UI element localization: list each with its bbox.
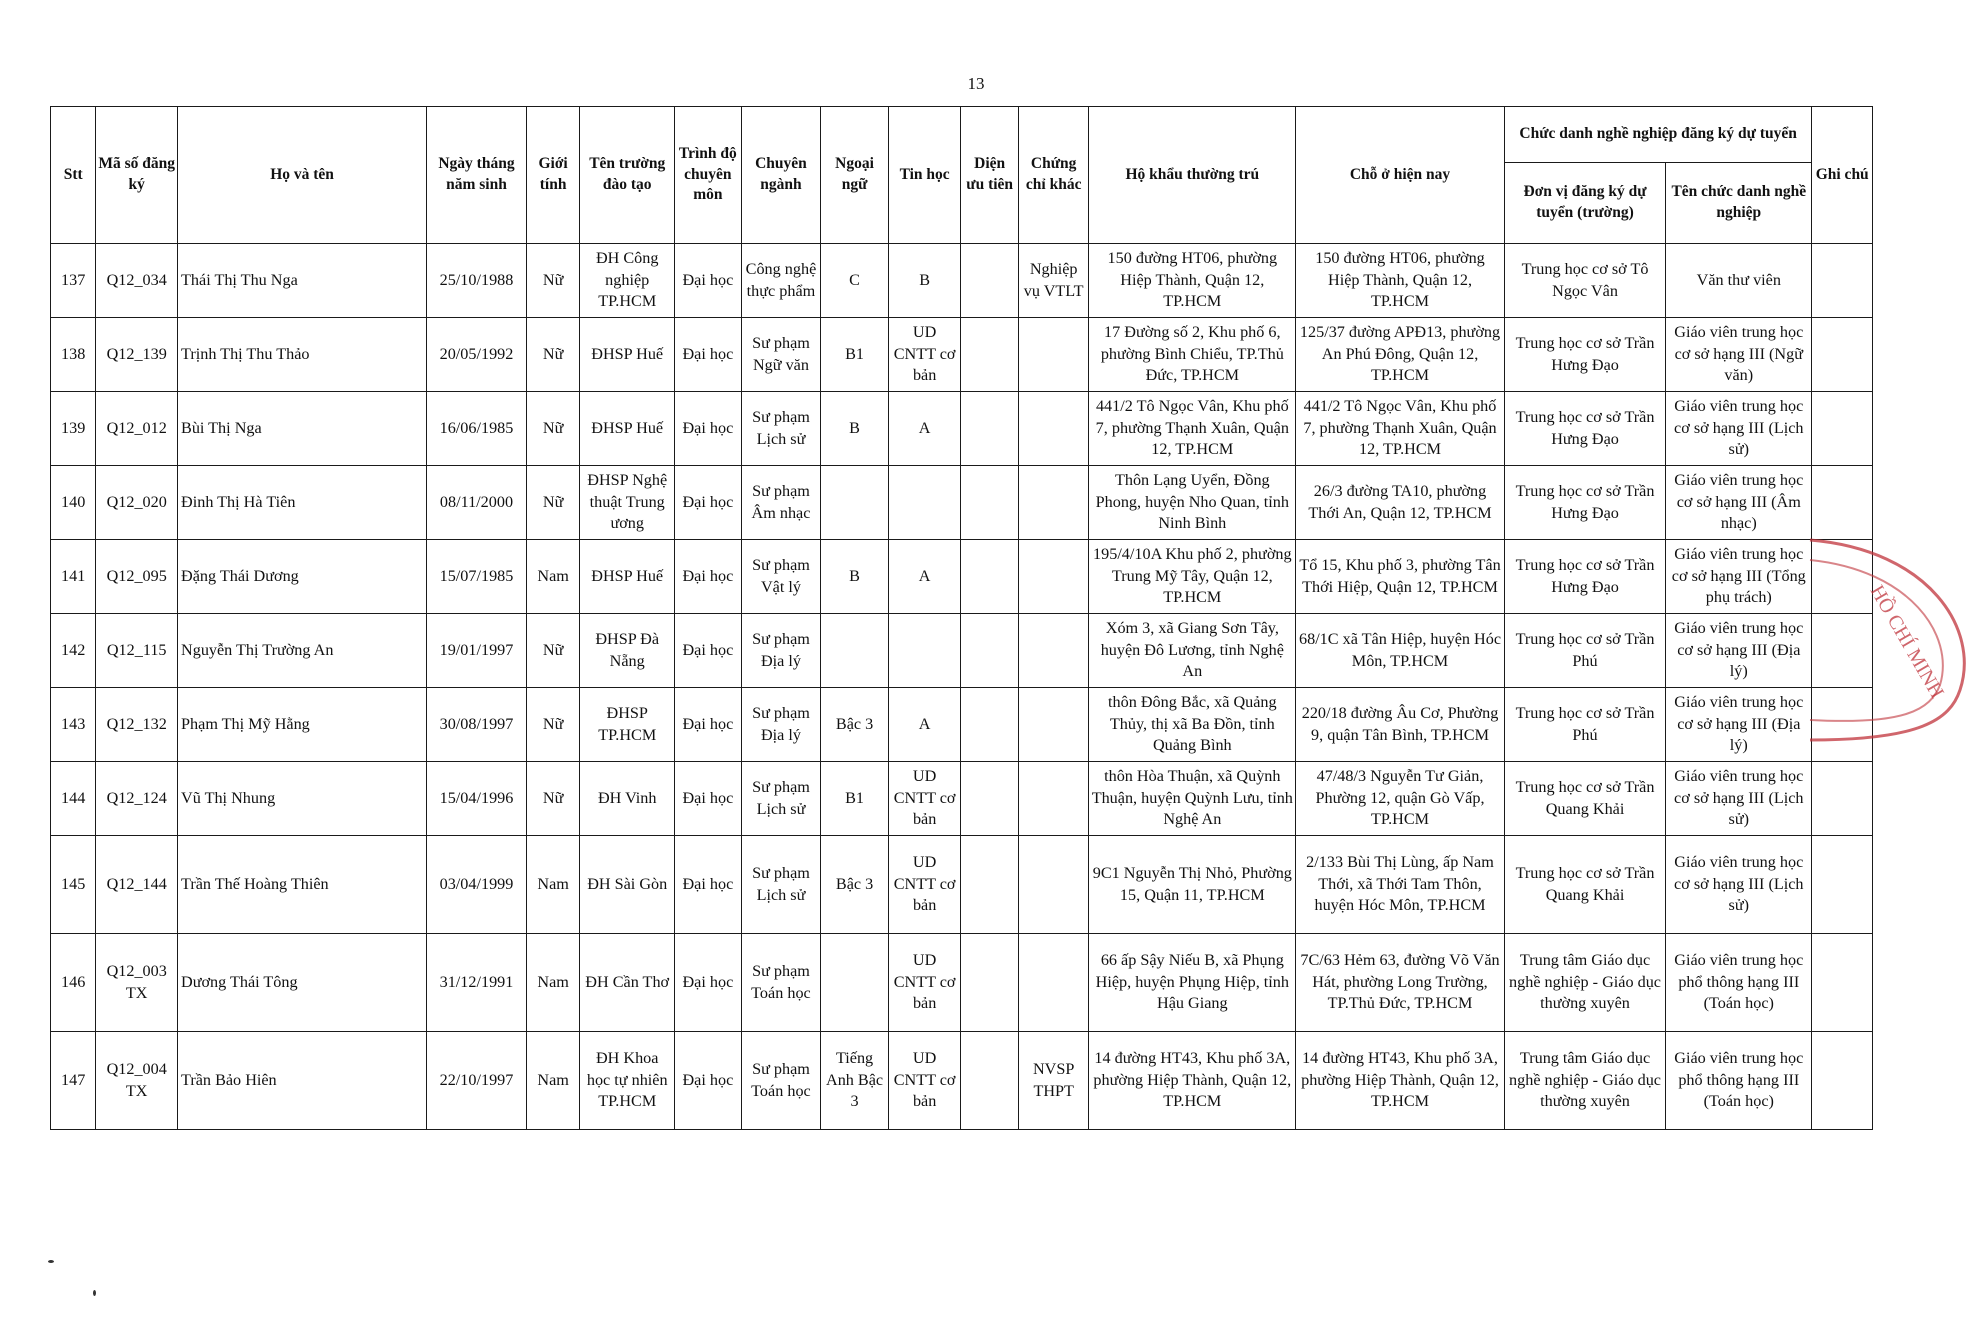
cell-chung-chi [1018, 392, 1089, 466]
cell-truong: ĐHSP Huế [580, 540, 675, 614]
cell-ngoai-ngu: B1 [821, 762, 889, 836]
cell-chung-chi: NVSP THPT [1018, 1032, 1089, 1130]
cell-ngay-sinh: 20/05/1992 [427, 318, 527, 392]
table-row [51, 466, 1873, 540]
cell-tin-hoc: A [888, 392, 961, 466]
header-dien-uu-tien: Diện ưu tiên [961, 107, 1018, 244]
cell-stt: 143 [51, 688, 96, 762]
header-gioi-tinh: Giới tính [526, 107, 579, 244]
cell-ngoai-ngu: C [821, 244, 889, 318]
cell-ma-so: Q12_034 [96, 244, 178, 318]
cell-ten-chuc-danh: Giáo viên trung học cơ sở hạng III (Lịch sử) [1666, 392, 1812, 466]
cell-ho-ten: Bùi Thị Nga [178, 392, 427, 466]
cell-ho-khau: 441/2 Tô Ngọc Vân, Khu phố 7, phường Thạnh Xuân, Quận 12, TP.HCM [1089, 392, 1296, 466]
scan-speck [93, 1290, 96, 1296]
cell-stt: 142 [51, 614, 96, 688]
cell-tin-hoc: UD CNTT cơ bản [888, 1032, 961, 1130]
cell-ten-chuc-danh: Giáo viên trung học cơ sở hạng III (Địa lý) [1666, 614, 1812, 688]
cell-tin-hoc: UD CNTT cơ bản [888, 318, 961, 392]
cell-truong: ĐHSP TP.HCM [580, 688, 675, 762]
cell-chung-chi [1018, 934, 1089, 1032]
table-row [51, 688, 1873, 762]
cell-cho-o: 2/133 Bùi Thị Lùng, ấp Nam Thới, xã Thới Tam Thôn, huyện Hóc Môn, TP.HCM [1296, 836, 1505, 934]
cell-chung-chi [1018, 762, 1089, 836]
cell-ngay-sinh: 25/10/1988 [427, 244, 527, 318]
cell-stt: 146 [51, 934, 96, 1032]
cell-ma-so: Q12_004 TX [96, 1032, 178, 1130]
cell-chuyen-nganh: Sư phạm Vật lý [741, 540, 821, 614]
cell-truong: ĐH Cần Thơ [580, 934, 675, 1032]
cell-ten-chuc-danh: Giáo viên trung học cơ sở hạng III (Ngữ văn) [1666, 318, 1812, 392]
cell-ngay-sinh: 08/11/2000 [427, 466, 527, 540]
cell-don-vi: Trung học cơ sở Trần Hưng Đạo [1504, 392, 1665, 466]
cell-dien-uu-tien [961, 836, 1018, 934]
cell-cho-o: Tổ 15, Khu phố 3, phường Tân Thới Hiệp, Quận 12, TP.HCM [1296, 540, 1505, 614]
cell-ngoai-ngu: Tiếng Anh Bậc 3 [821, 1032, 889, 1130]
cell-gioi-tinh: Nữ [526, 762, 579, 836]
header-ngay-sinh: Ngày tháng năm sinh [427, 107, 527, 244]
cell-ho-ten: Thái Thị Thu Nga [178, 244, 427, 318]
header-ma-so: Mã số đăng ký [96, 107, 178, 244]
cell-dien-uu-tien [961, 934, 1018, 1032]
cell-gioi-tinh: Nữ [526, 318, 579, 392]
cell-ghi-chu [1812, 318, 1873, 392]
cell-trinh-do: Đại học [675, 836, 742, 934]
cell-chuyen-nganh: Sư phạm Lịch sử [741, 762, 821, 836]
cell-chung-chi [1018, 466, 1089, 540]
cell-ghi-chu [1812, 466, 1873, 540]
cell-cho-o: 220/18 đường Âu Cơ, Phường 9, quận Tân Bình, TP.HCM [1296, 688, 1505, 762]
cell-ho-khau: thôn Hòa Thuận, xã Quỳnh Thuận, huyện Quỳnh Lưu, tỉnh Nghệ An [1089, 762, 1296, 836]
cell-chung-chi: Nghiệp vụ VTLT [1018, 244, 1089, 318]
header-chung-chi: Chứng chỉ khác [1018, 107, 1089, 244]
cell-dien-uu-tien [961, 1032, 1018, 1130]
cell-tin-hoc: B [888, 244, 961, 318]
cell-don-vi: Trung học cơ sở Trần Phú [1504, 614, 1665, 688]
cell-ngoai-ngu: Bậc 3 [821, 688, 889, 762]
table-row [51, 318, 1873, 392]
cell-ghi-chu [1812, 836, 1873, 934]
cell-trinh-do: Đại học [675, 614, 742, 688]
cell-stt: 141 [51, 540, 96, 614]
cell-ghi-chu [1812, 762, 1873, 836]
cell-ngoai-ngu [821, 934, 889, 1032]
cell-chuyen-nganh: Sư phạm Địa lý [741, 688, 821, 762]
table-row [51, 762, 1873, 836]
cell-chung-chi [1018, 836, 1089, 934]
cell-chuyen-nganh: Sư phạm Địa lý [741, 614, 821, 688]
cell-trinh-do: Đại học [675, 466, 742, 540]
cell-chuyen-nganh: Sư phạm Toán học [741, 934, 821, 1032]
cell-truong: ĐH Công nghiệp TP.HCM [580, 244, 675, 318]
cell-tin-hoc: A [888, 540, 961, 614]
cell-chuyen-nganh: Công nghệ thực phẩm [741, 244, 821, 318]
cell-tin-hoc: UD CNTT cơ bản [888, 762, 961, 836]
table-row [51, 836, 1873, 934]
cell-ma-so: Q12_003 TX [96, 934, 178, 1032]
cell-dien-uu-tien [961, 466, 1018, 540]
cell-stt: 140 [51, 466, 96, 540]
cell-dien-uu-tien [961, 614, 1018, 688]
cell-don-vi: Trung học cơ sở Tô Ngọc Vân [1504, 244, 1665, 318]
cell-chung-chi [1018, 688, 1089, 762]
scan-speck [48, 1260, 54, 1263]
cell-ho-ten: Trần Thế Hoàng Thiên [178, 836, 427, 934]
cell-ngoai-ngu: Bậc 3 [821, 836, 889, 934]
cell-gioi-tinh: Nữ [526, 466, 579, 540]
cell-ten-chuc-danh: Giáo viên trung học cơ sở hạng III (Lịch sử) [1666, 836, 1812, 934]
header-ho-ten: Họ và tên [178, 107, 427, 244]
cell-ghi-chu [1812, 392, 1873, 466]
cell-ho-khau: 14 đường HT43, Khu phố 3A, phường Hiệp Thành, Quận 12, TP.HCM [1089, 1032, 1296, 1130]
cell-don-vi: Trung tâm Giáo dục nghề nghiệp - Giáo dục thường xuyên [1504, 934, 1665, 1032]
cell-stt: 137 [51, 244, 96, 318]
cell-ngay-sinh: 03/04/1999 [427, 836, 527, 934]
cell-stt: 147 [51, 1032, 96, 1130]
cell-stt: 145 [51, 836, 96, 934]
registration-table [50, 106, 1873, 1130]
cell-gioi-tinh: Nữ [526, 392, 579, 466]
cell-ten-chuc-danh: Giáo viên trung học cơ sở hạng III (Lịch sử) [1666, 762, 1812, 836]
cell-chung-chi [1018, 614, 1089, 688]
cell-ten-chuc-danh: Giáo viên trung học cơ sở hạng III (Địa lý) [1666, 688, 1812, 762]
cell-cho-o: 68/1C xã Tân Hiệp, huyện Hóc Môn, TP.HCM [1296, 614, 1505, 688]
cell-ngay-sinh: 30/08/1997 [427, 688, 527, 762]
header-cho-o: Chỗ ở hiện nay [1296, 107, 1505, 244]
cell-truong: ĐHSP Huế [580, 392, 675, 466]
header-truong: Tên trường đào tạo [580, 107, 675, 244]
cell-trinh-do: Đại học [675, 1032, 742, 1130]
cell-ghi-chu [1812, 614, 1873, 688]
cell-ngay-sinh: 15/04/1996 [427, 762, 527, 836]
cell-ngoai-ngu: B [821, 392, 889, 466]
cell-ho-ten: Phạm Thị Mỹ Hằng [178, 688, 427, 762]
cell-ngoai-ngu: B [821, 540, 889, 614]
cell-ngay-sinh: 22/10/1997 [427, 1032, 527, 1130]
cell-truong: ĐHSP Nghệ thuật Trung ương [580, 466, 675, 540]
header-ho-khau: Hộ khẩu thường trú [1089, 107, 1296, 244]
cell-dien-uu-tien [961, 244, 1018, 318]
header-tin-hoc: Tin học [888, 107, 961, 244]
cell-don-vi: Trung học cơ sở Trần Hưng Đạo [1504, 466, 1665, 540]
cell-tin-hoc: A [888, 688, 961, 762]
cell-ten-chuc-danh: Giáo viên trung học cơ sở hạng III (Âm nhạc) [1666, 466, 1812, 540]
cell-ten-chuc-danh: Giáo viên trung học cơ sở hạng III (Tổng phụ trách) [1666, 540, 1812, 614]
table-row [51, 244, 1873, 318]
table-row [51, 934, 1873, 1032]
cell-ho-ten: Trịnh Thị Thu Thảo [178, 318, 427, 392]
cell-ghi-chu [1812, 244, 1873, 318]
header-don-vi: Đơn vị đăng ký dự tuyển (trường) [1504, 163, 1665, 244]
cell-cho-o: 125/37 đường APĐ13, phường An Phú Đông, Quận 12, TP.HCM [1296, 318, 1505, 392]
cell-ho-ten: Vũ Thị Nhung [178, 762, 427, 836]
cell-ngay-sinh: 16/06/1985 [427, 392, 527, 466]
cell-gioi-tinh: Nữ [526, 614, 579, 688]
cell-gioi-tinh: Nam [526, 540, 579, 614]
cell-ho-ten: Nguyễn Thị Trường An [178, 614, 427, 688]
cell-trinh-do: Đại học [675, 688, 742, 762]
cell-chuyen-nganh: Sư phạm Ngữ văn [741, 318, 821, 392]
cell-ho-khau: 150 đường HT06, phường Hiệp Thành, Quận 12, TP.HCM [1089, 244, 1296, 318]
cell-ho-ten: Đinh Thị Hà Tiên [178, 466, 427, 540]
cell-ghi-chu [1812, 1032, 1873, 1130]
header-stt: Stt [51, 107, 96, 244]
cell-gioi-tinh: Nữ [526, 244, 579, 318]
header-ghi-chu: Ghi chú [1812, 107, 1873, 244]
cell-stt: 138 [51, 318, 96, 392]
cell-trinh-do: Đại học [675, 392, 742, 466]
cell-don-vi: Trung học cơ sở Trần Phú [1504, 688, 1665, 762]
cell-stt: 144 [51, 762, 96, 836]
cell-ma-so: Q12_139 [96, 318, 178, 392]
cell-gioi-tinh: Nam [526, 836, 579, 934]
cell-ngoai-ngu [821, 614, 889, 688]
cell-trinh-do: Đại học [675, 762, 742, 836]
cell-chuyen-nganh: Sư phạm Âm nhạc [741, 466, 821, 540]
cell-ho-ten: Dương Thái Tông [178, 934, 427, 1032]
cell-stt: 139 [51, 392, 96, 466]
cell-ngay-sinh: 15/07/1985 [427, 540, 527, 614]
table-row [51, 614, 1873, 688]
cell-dien-uu-tien [961, 688, 1018, 762]
cell-ngoai-ngu: B1 [821, 318, 889, 392]
cell-cho-o: 47/48/3 Nguyễn Tư Giản, Phường 12, quận Gò Vấp, TP.HCM [1296, 762, 1505, 836]
cell-ma-so: Q12_095 [96, 540, 178, 614]
cell-ho-ten: Trần Bảo Hiên [178, 1032, 427, 1130]
cell-ngay-sinh: 31/12/1991 [427, 934, 527, 1032]
cell-dien-uu-tien [961, 318, 1018, 392]
cell-cho-o: 14 đường HT43, Khu phố 3A, phường Hiệp Thành, Quận 12, TP.HCM [1296, 1032, 1505, 1130]
cell-ghi-chu [1812, 688, 1873, 762]
cell-ho-khau: 9C1 Nguyễn Thị Nhỏ, Phường 15, Quận 11, TP.HCM [1089, 836, 1296, 934]
cell-tin-hoc: UD CNTT cơ bản [888, 836, 961, 934]
cell-chuyen-nganh: Sư phạm Lịch sử [741, 836, 821, 934]
cell-truong: ĐHSP Đà Nẵng [580, 614, 675, 688]
cell-cho-o: 441/2 Tô Ngọc Vân, Khu phố 7, phường Thạnh Xuân, Quận 12, TP.HCM [1296, 392, 1505, 466]
cell-truong: ĐH Khoa học tự nhiên TP.HCM [580, 1032, 675, 1130]
cell-ten-chuc-danh: Giáo viên trung học phổ thông hạng III (Toán học) [1666, 934, 1812, 1032]
cell-ma-so: Q12_020 [96, 466, 178, 540]
cell-gioi-tinh: Nam [526, 1032, 579, 1130]
cell-gioi-tinh: Nữ [526, 688, 579, 762]
cell-tin-hoc [888, 614, 961, 688]
cell-ho-khau: Xóm 3, xã Giang Sơn Tây, huyện Đô Lương, tỉnh Nghệ An [1089, 614, 1296, 688]
cell-cho-o: 150 đường HT06, phường Hiệp Thành, Quận 12, TP.HCM [1296, 244, 1505, 318]
cell-ten-chuc-danh: Văn thư viên [1666, 244, 1812, 318]
cell-ma-so: Q12_124 [96, 762, 178, 836]
header-trinh-do: Trình độ chuyên môn [675, 107, 742, 244]
cell-ma-so: Q12_144 [96, 836, 178, 934]
cell-chung-chi [1018, 318, 1089, 392]
cell-ten-chuc-danh: Giáo viên trung học phổ thông hạng III (Toán học) [1666, 1032, 1812, 1130]
cell-trinh-do: Đại học [675, 934, 742, 1032]
cell-don-vi: Trung học cơ sở Trần Quang Khải [1504, 762, 1665, 836]
cell-ho-khau: 195/4/10A Khu phố 2, phường Trung Mỹ Tây, Quận 12, TP.HCM [1089, 540, 1296, 614]
cell-don-vi: Trung học cơ sở Trần Hưng Đạo [1504, 318, 1665, 392]
cell-chuyen-nganh: Sư phạm Lịch sử [741, 392, 821, 466]
cell-dien-uu-tien [961, 540, 1018, 614]
cell-ghi-chu [1812, 540, 1873, 614]
cell-ho-ten: Đặng Thái Dương [178, 540, 427, 614]
cell-cho-o: 26/3 đường TA10, phường Thới An, Quận 12, TP.HCM [1296, 466, 1505, 540]
cell-cho-o: 7C/63 Hẻm 63, đường Võ Văn Hát, phường Long Trường, TP.Thủ Đức, TP.HCM [1296, 934, 1505, 1032]
cell-ho-khau: Thôn Lạng Uyển, Đồng Phong, huyện Nho Quan, tỉnh Ninh Bình [1089, 466, 1296, 540]
header-ten-chuc-danh: Tên chức danh nghề nghiệp [1666, 163, 1812, 244]
cell-ho-khau: thôn Đông Bắc, xã Quảng Thủy, thị xã Ba Đồn, tỉnh Quảng Bình [1089, 688, 1296, 762]
cell-trinh-do: Đại học [675, 540, 742, 614]
cell-ho-khau: 17 Đường số 2, Khu phố 6, phường Bình Chiểu, TP.Thủ Đức, TP.HCM [1089, 318, 1296, 392]
cell-tin-hoc [888, 466, 961, 540]
page-number: 13 [967, 74, 985, 93]
cell-don-vi: Trung tâm Giáo dục nghề nghiệp - Giáo dục thường xuyên [1504, 1032, 1665, 1130]
table-row [51, 392, 1873, 466]
cell-truong: ĐH Vinh [580, 762, 675, 836]
cell-ghi-chu [1812, 934, 1873, 1032]
cell-dien-uu-tien [961, 392, 1018, 466]
cell-ma-so: Q12_115 [96, 614, 178, 688]
cell-ngay-sinh: 19/01/1997 [427, 614, 527, 688]
header-ngoai-ngu: Ngoại ngữ [821, 107, 889, 244]
table-row [51, 540, 1873, 614]
cell-dien-uu-tien [961, 762, 1018, 836]
cell-trinh-do: Đại học [675, 318, 742, 392]
cell-chuyen-nganh: Sư phạm Toán học [741, 1032, 821, 1130]
cell-truong: ĐHSP Huế [580, 318, 675, 392]
cell-don-vi: Trung học cơ sở Trần Hưng Đạo [1504, 540, 1665, 614]
cell-ma-so: Q12_012 [96, 392, 178, 466]
cell-truong: ĐH Sài Gòn [580, 836, 675, 934]
cell-gioi-tinh: Nam [526, 934, 579, 1032]
header-chuc-danh-group: Chức danh nghề nghiệp đăng ký dự tuyển [1504, 107, 1812, 163]
cell-ma-so: Q12_132 [96, 688, 178, 762]
cell-chung-chi [1018, 540, 1089, 614]
cell-tin-hoc: UD CNTT cơ bản [888, 934, 961, 1032]
cell-ngoai-ngu [821, 466, 889, 540]
cell-ho-khau: 66 ấp Sậy Niếu B, xã Phụng Hiệp, huyện Phụng Hiệp, tỉnh Hậu Giang [1089, 934, 1296, 1032]
stamp-text: HỒ CHÍ MINH [1865, 581, 1949, 703]
cell-trinh-do: Đại học [675, 244, 742, 318]
header-chuyen-nganh: Chuyên ngành [741, 107, 821, 244]
table-row [51, 1032, 1873, 1130]
cell-don-vi: Trung học cơ sở Trần Quang Khải [1504, 836, 1665, 934]
